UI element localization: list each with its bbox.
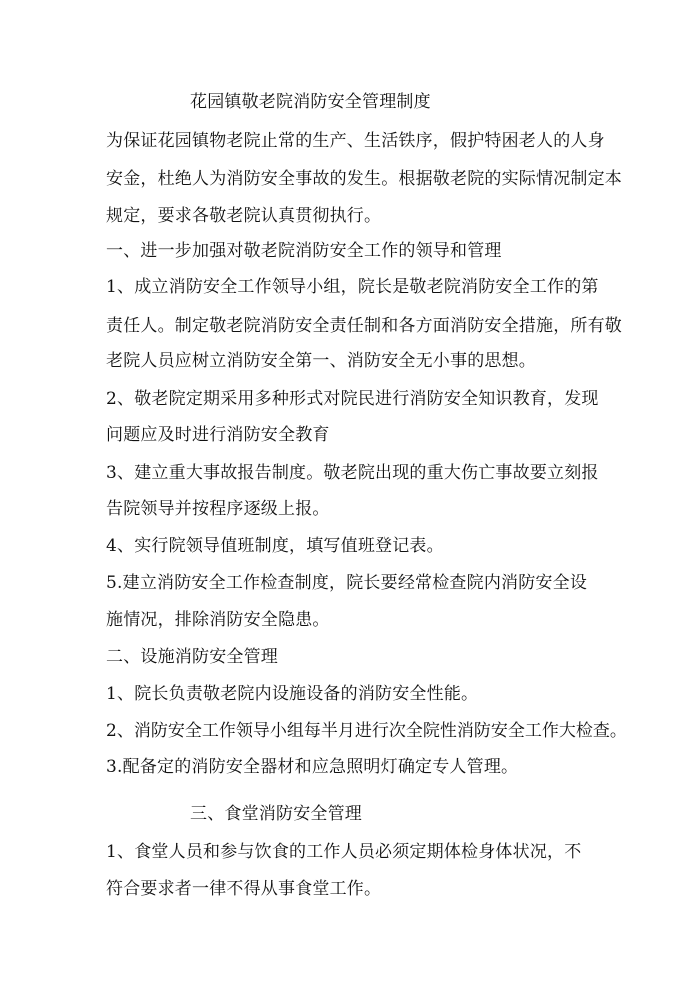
paragraph-line: 3.配备定的消防安全器材和应急照明灯确定专人管理。 (106, 757, 519, 777)
paragraph-line: 告院领导并按程序逐级上报。 (106, 499, 330, 519)
paragraph-line: 1、院长负责敬老院内设施设备的消防安全性能。 (106, 684, 479, 704)
paragraph-line: 责任人。制定敬老院消防安全责任制和各方面消防安全措施，所有敬 (106, 316, 622, 336)
document-title: 花园镇敬老院消防安全管理制度 (190, 92, 431, 112)
paragraph-line: 4、实行院领导值班制度，填写值班登记表。 (106, 536, 444, 556)
paragraph-line: 1、食堂人员和参与饮食的工作人员必须定期体检身体状况，不 (106, 842, 582, 862)
paragraph-line: 为保证花园镇物老院止常的生产、生活铁序，假护特困老人的人身 (106, 131, 605, 151)
paragraph-line: 3、建立重大事故报告制度。敬老院出现的重大伤亡事故要立刻报 (106, 463, 599, 483)
paragraph-line: 施情况，排除消防安全隐患。 (106, 610, 330, 630)
paragraph-line: 2、敬老院定期采用多种形式对院民进行消防安全知识教育，发现 (106, 389, 599, 409)
paragraph-line: 安金，杜绝人为消防安全事故的发生。根据敬老院的实际情况制定本 (106, 169, 622, 189)
paragraph-line: 问题应及时进行消防安全教育 (106, 425, 330, 445)
section-heading-2: 二、设施消防安全管理 (106, 647, 278, 667)
paragraph-line: 2、消防安全工作领导小组每半月进行次全院性消防安全工作大检查。 (106, 721, 627, 741)
paragraph-line: 符合要求者一律不得从事食堂工作。 (106, 879, 382, 899)
section-heading-3: 三、食堂消防安全管理 (190, 804, 362, 824)
paragraph-line: 1、成立消防安全工作领导小组，院长是敬老院消防安全工作的第 (106, 277, 599, 297)
paragraph-line: 老院人员应树立消防安全第一、消防安全无小事的思想。 (106, 351, 536, 371)
paragraph-line: 5.建立消防安全工作检查制度，院长要经常检查院内消防安全设 (106, 573, 588, 593)
paragraph-line: 规定，要求各敬老院认真贯彻执行。 (106, 206, 382, 226)
section-heading-1: 一、进一步加强对敬老院消防安全工作的领导和管理 (106, 241, 502, 261)
